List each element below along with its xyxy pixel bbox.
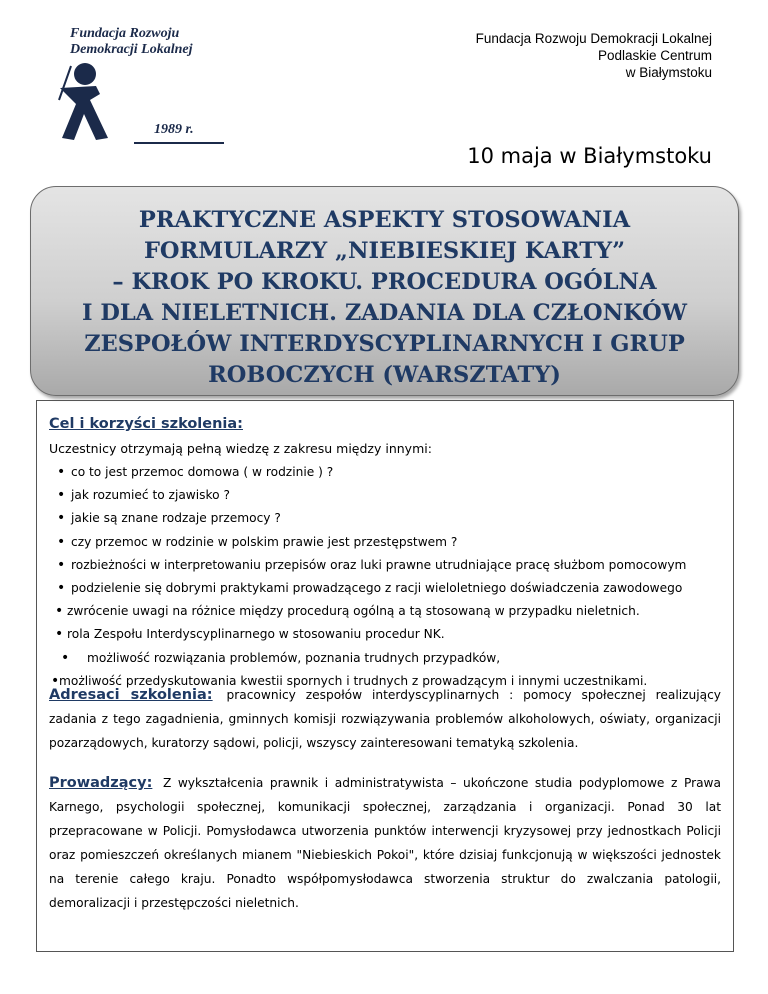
logo-year: 1989 r. <box>154 122 194 137</box>
goals-heading: Cel i korzyści szkolenia: <box>49 416 243 432</box>
list-item: • możliwość przedyskutowania kwestii spornych i trudnych z prowadzącym i innymi uczestnikami. <box>51 670 731 693</box>
audience-section <box>49 683 721 755</box>
title-line: ROBOCZYCH (WARSZTATY) <box>208 362 561 388</box>
event-date: 10 maja w Białymstoku <box>467 144 712 168</box>
person-figure-icon <box>56 60 116 142</box>
audience-heading: Adresaci szkolenia: <box>49 687 213 703</box>
goals-intro: Uczestnicy otrzymają pełną wiedzę z zakresu między innymi: <box>49 441 432 456</box>
list-item: • co to jest przemoc domowa ( w rodzinie ) ? <box>51 461 731 484</box>
title-line: PRAKTYCZNE ASPEKTY STOSOWANIA <box>138 207 631 233</box>
foundation-logo <box>56 26 226 146</box>
list-item: • rola Zespołu Interdyscyplinarnego w stosowaniu procedur NK. <box>51 623 731 646</box>
trainer-section <box>49 771 721 915</box>
org-line-2: Podlaskie Centrum <box>597 48 712 63</box>
list-item: • podzielenie się dobrymi praktykami prowadzącego z racji wieloletniego doświadczenia zawodowego <box>51 577 731 600</box>
list-item: • rozbieżności w interpretowaniu przepisów oraz luki prawne utrudniające pracę służbom pomocowym <box>51 554 731 577</box>
goals-list <box>51 461 731 693</box>
list-item: • jak rozumieć to zjawisko ? <box>51 484 731 507</box>
title-banner <box>30 186 739 396</box>
training-title <box>43 205 726 391</box>
list-item: • czy przemoc w rodzinie w polskim prawie jest przestępstwem ? <box>51 531 731 554</box>
audience-text: pracownicy zespołów interdyscyplinarnych : pomocy społecznej realizujący zadania z tego zagadnienia, gminnych komisji rozwiązywania problemów alkoholowych, oświaty, organizacji pozarządowych, kuratorzy sądowi, policji, wszyscy zainteresowani tematyką szkolenia. <box>49 688 721 750</box>
logo-divider <box>134 142 224 144</box>
title-line: FORMULARZY „NIEBIESKIEJ KARTY” <box>143 238 626 264</box>
list-item: • jakie są znane rodzaje przemocy ? <box>51 507 731 530</box>
trainer-heading: Prowadzący: <box>49 775 153 791</box>
title-line: ZESPOŁÓW INTERDYSCYPLINARNYCH I GRUP <box>84 331 685 357</box>
list-item: • zwrócenie uwagi na różnice między procedurą ogólną a tą stosowaną w przypadku nieletnich. <box>51 600 731 623</box>
title-line: – KROK PO KROKU. PROCEDURA OGÓLNA <box>112 269 657 295</box>
org-line-1: Fundacja Rozwoju Demokracji Lokalnej <box>475 31 712 46</box>
organization-address <box>476 30 712 81</box>
logo-name: Fundacja Rozwoju Demokracji Lokalnej <box>70 26 193 57</box>
trainer-text: Z wykształcenia prawnik i administratywista – ukończone studia podyplomowe z Prawa Karnego, psychologii społecznej, komunikacji społecznej, zarządzania i organizacji. Ponad 30 lat przepracowane w Policji. Pomysłodawca utworzenia punktów interwencji kryzysowej przy jednostkach Policji oraz pomieszczeń określanych mianem "Niebieskich Pokoi", które dzisiaj funkcjonują w większości jednostek na terenie całego kraju. Ponadto współpomysłodawca stworzenia struktur do zwalczania patologii, demoralizacji i przestępczości nieletnich. <box>49 776 721 910</box>
title-line: I DLA NIELETNICH. ZADANIA DLA CZŁONKÓW <box>81 300 687 326</box>
list-item: • możliwość rozwiązania problemów, poznania trudnych przypadków, <box>51 647 731 670</box>
content-box <box>36 400 734 952</box>
org-line-3: w Białymstoku <box>625 65 712 80</box>
